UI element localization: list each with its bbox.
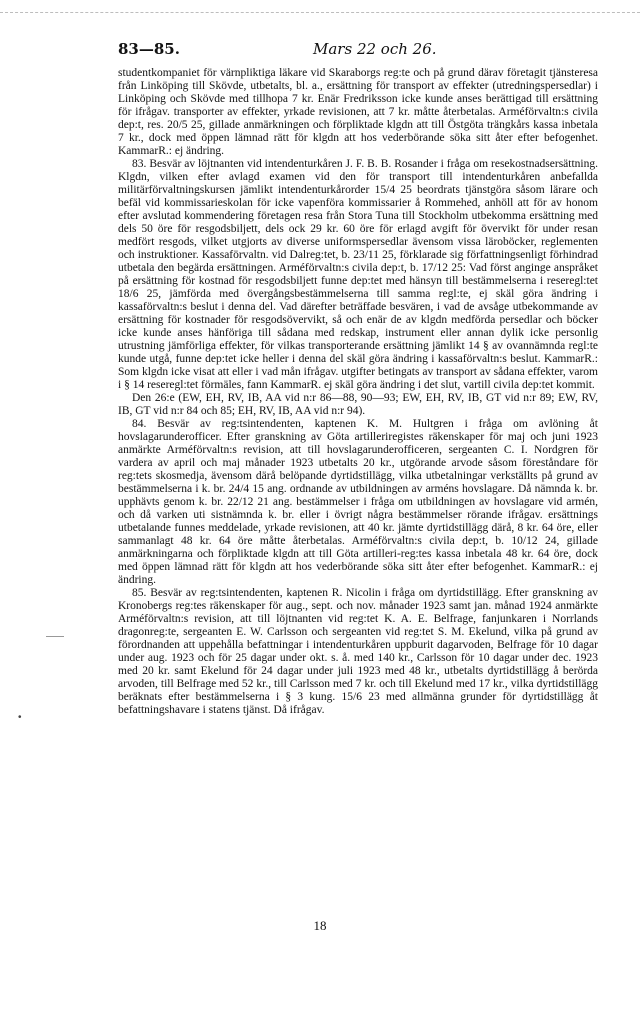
body-text: [118, 67, 598, 717]
paragraph-session-26: Den 26:e (EW, EH, RV, IB, AA vid n:r 86—88, 90—93; EW, EH, RV, IB, GT vid n:r 89; EW, RV, IB, GT vid n:r 84 och 85; EH, RV, IB, AA vid n:r 94).: [118, 392, 598, 417]
header-title: Mars 22 och 26.: [313, 40, 437, 58]
page-header: [118, 40, 598, 60]
scan-top-rule: [0, 12, 640, 13]
paragraph-continuation: studentkompaniet för värnpliktiga läkare vid Skaraborgs reg:te och på grund därav företagit tjänsteresa från Linköping till Skövde, utbetalts, bl. a., ersättning för transport av effekter (utredningspersedlar) i Linköping och Skövde med tillhopa 7 kr. Enär Fredriksson icke kunde anses berättigad till ersättning för ifrågav. transporter av effekter, yrkade revisionen, att 7 kr. måtte återbetalas. Arméförvaltn:s civila dep:t, res. 20/5 25, gillade anmärkningen och förpliktade klgdn att till Östgöta trängkårs kassa inbetala 7 kr., dock med öppen lämnad rätt för klgdn att hos vederbörande söka sitt åter efter befogenhet. KammarR.: ej ändring.: [118, 67, 598, 157]
paragraph-84: 84. Besvär av reg:tsintendenten, kaptenen K. M. Hultgren i fråga om avlöning åt hovslagarunderofficer. Efter granskning av Göta artilleriregistes räkenskaper för maj och juni 1923 anmärkte Arméförvaltn:s revision, att till hovslagarunderofficeren, sergeanten C. I. Nordgren för vardera av april och maj månader 1923 utbetalts 20 kr., utgörande arvode såsom föreståndare för reg:tets skosmedja, ävensom därå belöpande dyrtidstillägg, vilka utbetalningar verkställts på grund av bestämmelserna i k. br. 24/4 15 ang. ordnande av utbildningen av arméns hovslagare. Då nämnda k. br. upphävts genom k. br. 22/12 21 ang. bestämmelser i fråga om utbildningen av hovslagare vid armén, och då varken uti sistnämnda k. br. eller i övrigt några bestämmelser rörande ifrågav. ersättnings utbetalande funnes meddelade, yrkade revisionen, att 40 kr. jämte dyrtidstillägg därå, 8 kr. 64 öre, eller sammanlagt 48 kr. 64 öre måtte återbetalas. Arméförvaltn:s civila dep:t, b. 10/12 24, gillade anmärkningarna och förpliktade klgdn att till Göta artilleri-reg:tes kassa inbetala 48 kr. 64 öre, dock med öppen lämnad rätt för klgdn att hos vederbörande söka sitt åter efter befogenhet. KammarR.: ej ändring.: [118, 418, 598, 586]
margin-tick: [46, 636, 64, 637]
header-range: 83—85.: [118, 40, 180, 58]
paragraph-85: 85. Besvär av reg:tsintendenten, kaptenen R. Nicolin i fråga om dyrtidstillägg. Efter granskning av Kronobergs reg:tes räkenskaper för aug., sept. och nov. månader 1923 samt jan. månad 1924 anmärkte Arméförvaltn:s revision, att till löjtnanten vid reg:tet K. A. E. Belfrage, fanjunkaren i Norrlands dragonreg:te, sergeanten E. W. Carlsson och sergeanten vid reg:tet S. M. Ekelund, vilka på grund av förordnanden att uppehålla befattningar i intendenturkåren uppburit dagarvoden, Belfrage för 10 dagar under aug. 1923 och för 25 dagar under okt. s. å. med 140 kr., Carlsson för 10 dagar under dec. 1923 med 20 kr. samt Ekelund för 24 dagar under juli 1923 med 48 kr., utbetalts dyrtidstillägg å berörda arvoden, till Belfrage med 52 kr., till Carlsson med 7 kr. och till Ekelund med 17 kr., vilka dyrtidstillägg beräknats efter bestämmelserna i § 3 kung. 15/6 23 med allmänna grunder för dyrtidstillägg åt befattningshavare i statens tjänst. Då ifrågav.: [118, 587, 598, 716]
margin-dot: •: [18, 712, 22, 723]
page-number: 18: [313, 918, 327, 933]
paragraph-83: 83. Besvär av löjtnanten vid intendenturkåren J. F. B. B. Rosander i fråga om resekostnadsersättning. Klgdn, vilken efter avlagd examen vid den för transport till intendenturkåren anbefallda militärförvaltningskursen jämlikt intendenturkårorder 15/4 25 beordrats tjänstgöra såsom lärare och befäl vid kommissarieskolan för icke vapenföra kommissarier å Rommehed, anhöll att för av honom efter avslutad kommendering företagen resa från Stora Tuna till Stockholm utbekomma ersättning med dels 50 öre för resgodsbiljett, dels ock 29 kr. 60 öre för erlagd avgift för övervikt för under resan medfört resgods, vilket utgjorts av diverse uniformspersedlar ävensom vissa läroböcker, reglementen och instruktioner. Kassaförvaltn. vid Dalreg:tet, b. 23/11 25, förklarade sig författningsenligt förhindrad utbetala den begärda ersättningen. Arméförvaltn:s civila dep:t, b. 17/12 25: Vad först anginge anspråket på ersättning för kostnad för resgodsbiljett funne dep:tet med hänsyn till bestämmelserna i reseregl:tet 18/6 25, jämförda med övergångsbestämmelserna till samma regl:te, ej skäl göra ändring i kassaförvaltn:s beslut i denna del. Vad därefter beträffade besvären, i vad de avsåge utbekommande av ersättning för kostnader för resgodsövervikt, så och enär de av klgdn medförda persedlar och böcker icke kunde anses hänföriga till sådana med redskap, instrument eller annan dylik icke personlig utrustning jämförliga effekter, för vilkas transporterande ersättning jämlikt 14 § av ovannämnda regl:te kunde utgå, funne dep:tet icke heller i denna del skäl göra ändring i kassaförvaltn:s beslut. KammarR.: Som klgdn icke visat att eller i vad mån ifrågav. utgifter betingats av transport av sådana effekter, varom i § 14 reseregl:tet förmäles, fann KammarR. ej skäl göra ändring i det slut, vartill civila dep:tet kommit.: [118, 158, 598, 391]
